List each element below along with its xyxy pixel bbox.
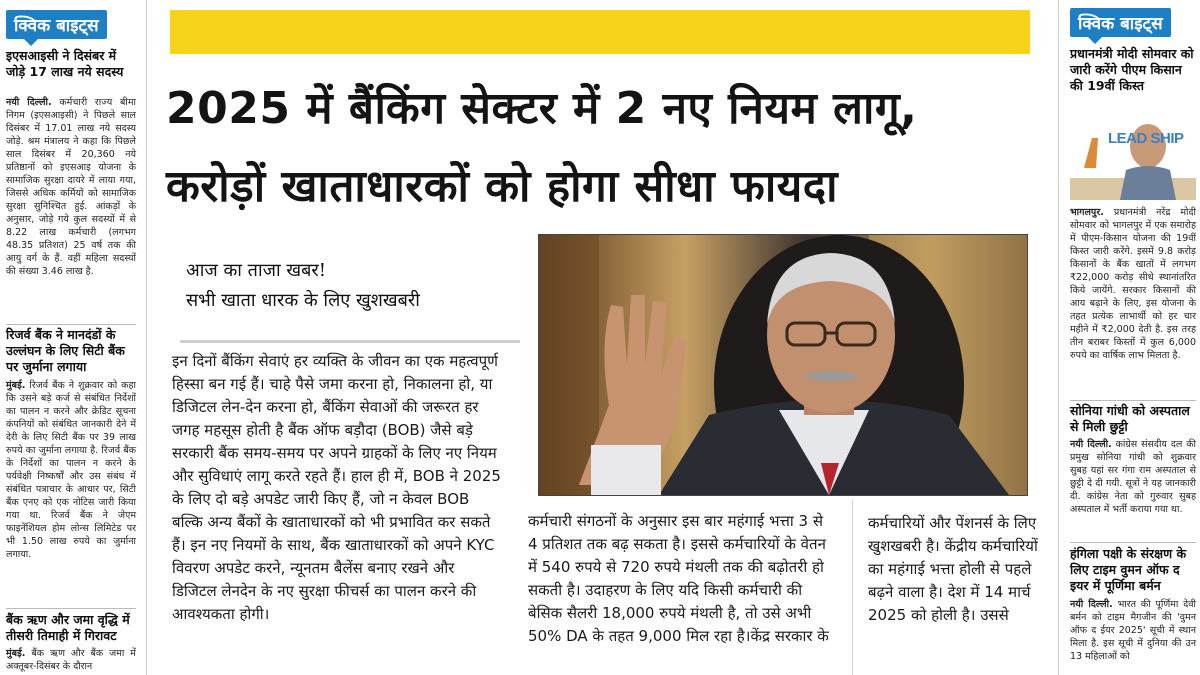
left-item-3-headline: बैंक ऋण और जमा वृद्धि में तीसरी तिमाही में गिरावट (6, 612, 130, 643)
right-item-3-dateline: नयी दिल्ली. (1070, 599, 1113, 610)
right-item-2-text: कांग्रेस संसदीय दल की प्रमुख सोनिया गांधी को शुक्रवार सुबह यहां सर गंगा राम अस्पताल से छुट्टी दे दी गयी. सूत्रों ने यह जानकारी दी. कांग्रेस नेता को गुरुवार सुबह अस्पताल में भर्ती कराया गया था. (1070, 439, 1196, 515)
right-item-3-text: भारत की पूर्णिमा देवी बर्मन को टाइम मैगजीन की 'वुमन ऑफ द ईयर 2025' सूची में स्थान मिला है. इस सूची में दुनिया की उन 13 महिलाओं को (1070, 599, 1196, 662)
tagline-line-2: सभी खाता धारक के लिए खुशखबरी (186, 290, 420, 311)
left-item-2-dateline: मुंबई. (6, 380, 26, 391)
main-headline-line-2: करोड़ों खाताधारकों को होगा सीधा फायदा (166, 161, 839, 212)
left-item-3-body (6, 647, 136, 673)
pm-photo (1070, 108, 1196, 200)
governor-photo (538, 234, 1028, 496)
left-item-2-body (6, 379, 136, 561)
right-quick-bytes-badge: क्विक बाइट्स (1070, 8, 1171, 37)
left-divider-2 (6, 608, 136, 609)
governor-photo-illustration (539, 235, 1027, 495)
left-item-1-headline: इएसआइसी ने दिसंबर में जोड़े 17 लाख नये सदस्य (6, 48, 124, 79)
right-item-3-body (1070, 598, 1196, 663)
left-column-rule (146, 0, 147, 675)
article-column-2: कर्मचारी संगठनों के अनुसार इस बार महंगाई भत्ता 3 से 4 प्रतिशत तक बढ़ सकता है। इससे कर्मचारियों के वेतन में 540 रुपये से 720 रुपये मंथली तक की बढ़ोतरी हो सकती है। उदाहरण के लिए यदि किसी कर्मचारी की बेसिक सैलरी 18,000 रुपये मंथली है, तो उसे अभी 50% DA के तहत 9,000 मिल रहा है।केंद्र सरकार के (528, 512, 829, 645)
tagline-underline (180, 340, 520, 343)
right-item-1-body (1070, 206, 1196, 362)
right-item-2-headline: सोनिया गांधी को अस्पताल से मिली छुट्टी (1070, 403, 1190, 434)
tagline-line-1: आज का ताजा खबर! (186, 260, 326, 281)
left-item-2-text: रिजर्व बैंक ने शुक्रवार को कहा कि उसने बड़े कर्ज से संबंधित निर्देशों का पालन न करने और क्रेडिट सूचना कंपनियों को संबंधित जानकारी देने में देरी के लिए सिटी बैंक पर 39 लाख रुपये का जुर्माना लगाया है. रिजर्व बैंक के निर्देशों का पालन न करने के पर्यवेक्षी निष्कर्षों और उस संबंध में संबंधित पत्राचार के आधार पर, सिटी बैंक एनए को एक नोटिस जारी किया गया था. रिजर्व बैंक ने जेएम फाइनेंशियल होम लोन्स लिमिटेड पर भी 1.50 लाख रुपये का जुर्माना लगाया. (6, 380, 136, 560)
left-item-1-body (6, 96, 136, 278)
right-divider-1 (1070, 400, 1196, 401)
pm-photo-sign: LEAD SHIP (1108, 130, 1184, 147)
right-column-rule (1058, 0, 1059, 675)
left-quick-bytes (0, 0, 142, 675)
tagline (186, 256, 526, 316)
right-item-2-dateline: नयी दिल्ली. (1070, 439, 1112, 450)
yellow-banner (170, 10, 1030, 54)
right-item-1-dateline: भागलपुर. (1070, 207, 1104, 218)
left-item-3-dateline: मुंबई. (6, 648, 26, 659)
article-column-1: इन दिनों बैंकिंग सेवाएं हर व्यक्ति के जीवन का एक महत्वपूर्ण हिस्सा बन गई हैं। चाहे पैसे जमा करना हो, निकालना हो, या डिजिटल लेन-देन करना हो, बैंकिंग सेवाओं की जरूरत हर जगह महसूस होती है बैंक ऑफ बड़ौदा (BOB) जैसे बड़े सरकारी बैंक समय-समय पर अपने ग्राहकों के लिए नए नियम और सुविधाएं लागू करते रहते हैं। हाल ही में, BOB ने 2025 के लिए दो बड़े अपडेट जारी किए हैं, जो न केवल BOB बल्कि अन्य बैंकों के खाताधारकों को भी प्रभावित कर सकते हैं। इन नए नियमों के साथ, बैंक खाताधारकों को अपने KYC विवरण अपडेट करने, न्यूनतम बैलेंस बनाए रखने और डिजिटल लेनदेन के नए सुरक्षा फीचर्स का पालन करने की आवश्यकता होगी। (172, 352, 501, 623)
right-quick-bytes (1066, 0, 1200, 675)
right-item-1-headline: प्रधानमंत्री मोदी सोमवार को जारी करेंगे पीएम किसान की 19वीं किस्त (1070, 46, 1194, 93)
right-item-2-body (1070, 438, 1196, 516)
left-quick-bytes-badge: क्विक बाइट्स (6, 10, 107, 39)
left-divider-1 (6, 324, 136, 325)
main-headline-line-1: 2025 में बैंकिंग सेक्टर में 2 नए नियम लागू, (166, 83, 918, 134)
article-column-rule (852, 500, 853, 675)
pm-photo-illustration (1070, 108, 1196, 200)
left-item-3-text: बैंक ऋण और बैंक जमा में अक्तूबर-दिसंबर के दौरान (6, 648, 136, 672)
left-item-1-text: कर्मचारी राज्य बीमा निगम (इएसआइसी) ने पिछले साल दिसंबर में 17.01 लाख नये सदस्य जोड़े. श्रम मंत्रालय ने कहा कि पिछले साल दिसंबर में 20,360 नये प्रतिष्ठानों को इएसआइ योजना के सामाजिक सुरक्षा दायरे में लाया गया, जिससे अधिक कर्मियों को सामाजिक सुरक्षा सुनिश्चित हुई. आंकड़ों के अनुसार, जोड़े गये कुल सदस्यों में से 8.22 लाख कर्मचारी (लगभग 48.35 प्रतिशत) 25 वर्ष तक की आयु वर्ग के हैं. वहीं महिला सदस्यों की संख्या 3.46 लाख है. (6, 97, 136, 277)
right-divider-2 (1070, 542, 1196, 543)
left-item-1-dateline: नयी दिल्ली. (6, 97, 52, 108)
article-column-3: कर्मचारियों और पेंशनर्स के लिए खुशखबरी है। केंद्रीय कर्मचारियों का महंगाई भत्ता होली से पहले बढ़ने वाला है। देश में 14 मार्च 2025 को होली है। उससे (868, 514, 1038, 624)
right-item-3-headline: हंगिला पक्षी के संरक्षण के लिए टाइम वुमन ऑफ द इयर में पूर्णिमा बर्मन (1070, 546, 1187, 593)
left-item-2-headline: रिजर्व बैंक ने मानदंडों के उल्लंघन के लिए सिटी बैंक पर जुर्माना लगाया (6, 327, 125, 374)
right-item-1-text: प्रधानमंत्री नरेंद्र मोदी सोमवार को भागलपुर में एक समारोह में पीएम-किसान योजना की 19वीं किस्त जारी करेंगे. इसमें 9.8 करोड़ किसानों के बैंक खातों में लगभग ₹22,000 करोड़ सीधे स्थानांतरित किये जायेंगे. सरकार किसानों की आय बढ़ाने के लिए, इस योजना के तहत प्रत्येक लाभार्थी को हर चार महीने में ₹2,000 देती है. इस तरह तीन बराबर किस्तों में कुल 6,000 रुपये का वार्षिक लाभ मिलता है. (1070, 207, 1196, 361)
